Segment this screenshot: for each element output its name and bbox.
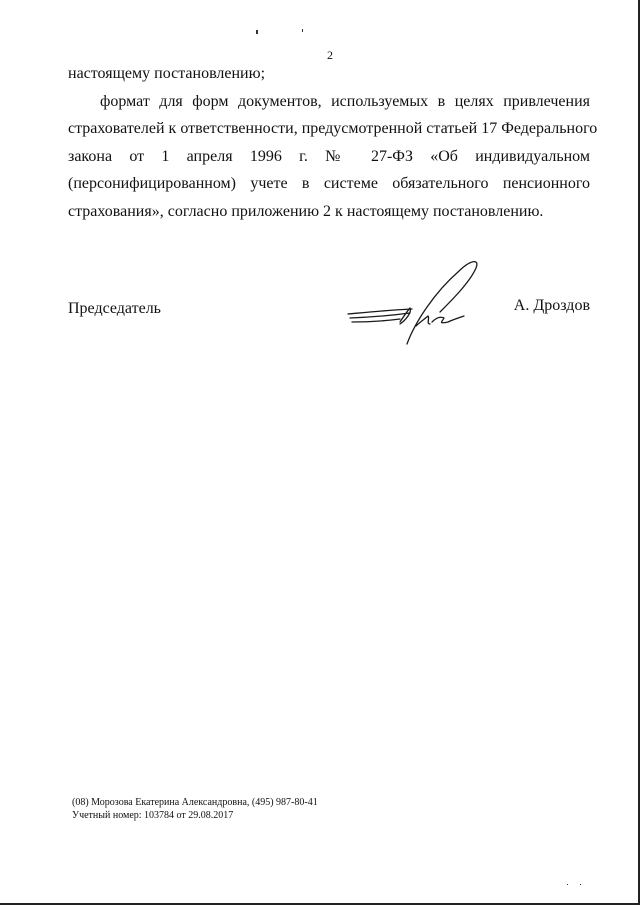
scan-speck <box>302 29 303 32</box>
registration-number: Учетный номер: 103784 от 29.08.2017 <box>72 810 234 821</box>
signer-title: Председатель <box>68 300 161 317</box>
scan-speck <box>256 30 258 34</box>
body-line: настоящему постановлению; <box>68 65 266 82</box>
body-line: закона от 1 апреля 1996 г. № 27-ФЗ «Об индивидуальном <box>68 148 590 165</box>
page-number: 2 <box>327 48 333 62</box>
scan-speck <box>580 884 581 885</box>
executor-contact: (08) Морозова Екатерина Александровна, (495) 987-80-41 <box>72 797 318 808</box>
body-line: (персонифицированном) учете в системе обязательного пенсионного <box>68 175 590 192</box>
scan-speck <box>567 884 568 885</box>
body-paragraph-start: формат для форм документов, используемых в целях привлечения <box>100 93 590 110</box>
body-line: страхования», согласно приложению 2 к настоящему постановлению. <box>68 203 544 220</box>
signer-name: А. Дроздов <box>513 297 590 314</box>
signature-icon <box>340 252 490 352</box>
executor-note <box>72 796 318 822</box>
body-line: страхователей к ответственности, предусмотренной статьей 17 Федерального <box>68 120 598 137</box>
